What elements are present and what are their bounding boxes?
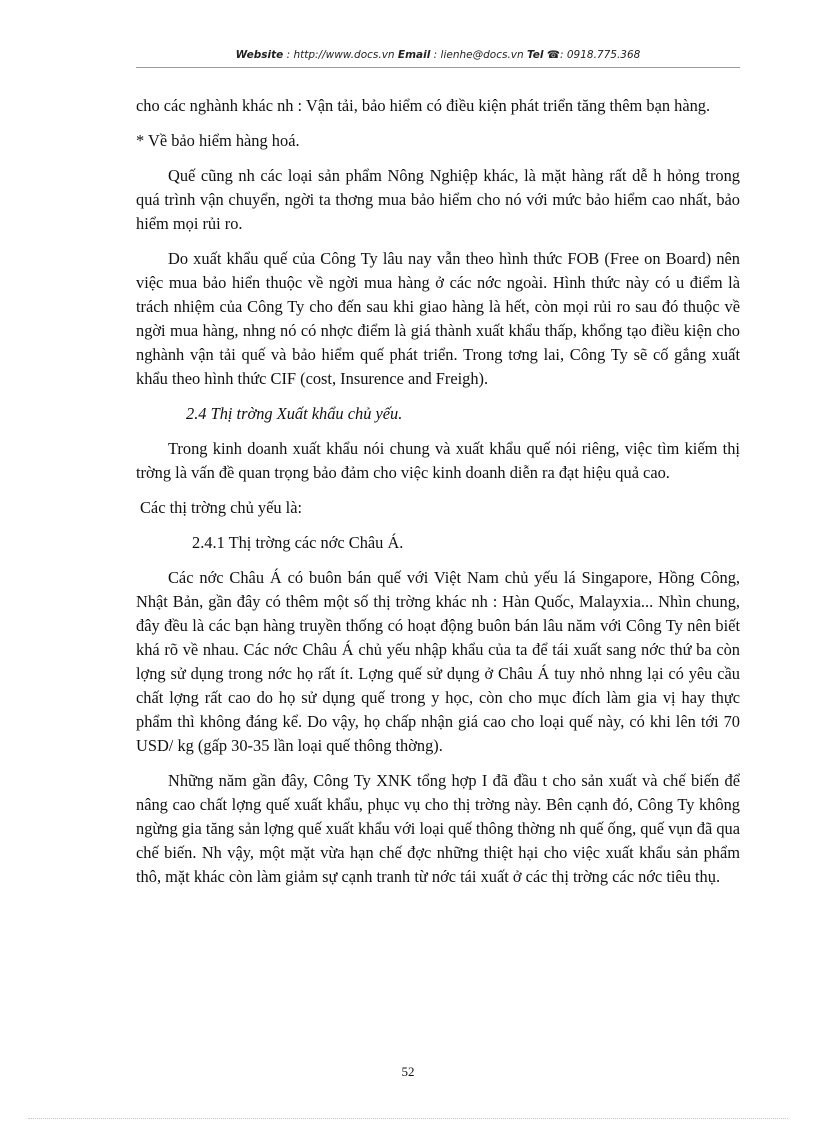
website-label: Website bbox=[235, 49, 284, 61]
section-subheading: * Về bảo hiểm hàng hoá. bbox=[136, 131, 300, 150]
paragraph: Những năm gần đây, Công Ty XNK tổng hợp I đã đầu t cho sản xuất và chế biến để nâng cao chất lợng quế xuất khẩu, phục vụ cho thị trờng này. Bên cạnh đó, Công Ty không ngừng gia tăng sản lợng quế xuất khẩu với loại quế thông thờng nh quế ống, quế vụn đã qua chế biến. Nh vậy, một mặt vừa hạn chế đợc những thiệt hại cho việc xuất khẩu sản phẩm thô, mặt khác còn làm giảm sự cạnh tranh từ nớc tái xuất ở các thị trờng các nớc tiêu thụ. bbox=[136, 771, 740, 886]
email-address[interactable]: : lienhe@docs.vn bbox=[433, 49, 524, 61]
email-label: Email bbox=[397, 49, 431, 61]
phone-icon: ☎ bbox=[546, 49, 560, 61]
paragraph: Các nớc Châu Á có buôn bán quế với Việt Nam chủ yếu lá Singapore, Hồng Công, Nhật Bản, gần đây có thêm một số thị trờng khác nh : Hàn Quốc, Malayxia... Nhìn chung, đây đều là các bạn hàng truyền thống có hoạt động buôn bán lâu năm với Công Ty nên biết khá rõ về nhau. Các nớc Châu Á chủ yếu nhập khẩu của ta để tái xuất sang nớc thứ ba còn lợng sử dụng trong nớc họ rất ít. Lợng quế sử dụng ở Châu Á tuy nhỏ nhng lại có yêu cầu chất lợng rất cao do họ sử dụng quế trong y học, còn cho mục đích làm gia vị hay thực phẩm thì không đáng kể. Do vậy, họ chấp nhận giá cao cho loại quế này, có khi lên tới 70 USD/ kg (gấp 30-35 lần loại quế thông thờng). bbox=[136, 568, 740, 755]
subsection-heading: 2.4.1 Thị trờng các nớc Châu Á. bbox=[192, 533, 404, 552]
tel-label: Tel bbox=[527, 49, 544, 61]
page-number: 52 bbox=[401, 1064, 415, 1079]
paragraph: Các thị trờng chủ yếu là: bbox=[140, 498, 303, 517]
paragraph: Do xuất khẩu quế của Công Ty lâu nay vẫn theo hình thức FOB (Free on Board) nên việc mua bảo hiển thuộc về ngời mua hàng ở các nớc ngoài. Hình thức này có u điểm là trách nhiệm của Công Ty cho đến sau khi giao hàng là hết, còn mọi rủi ro sau đó thuộc về ngời mua hàng, nhng nó có nhợc điểm là giá thành xuất khẩu thấp, khổng tạo điều kiện cho nghành vận tải quế và bảo hiểm quế phát triển. Trong tơng lai, Công Ty sẽ cố gắng xuất khẩu theo hình thức CIF (cost, Insurence and Freigh). bbox=[136, 249, 740, 388]
paragraph: Quế cũng nh các loại sản phẩm Nông Nghiệp khác, là mặt hàng rất dễ h hỏng trong quá trình vận chuyển, ngời ta thơng mua bảo hiểm cho nó với mức bảo hiểm cao nhất, bảo hiểm mọi rủi ro. bbox=[136, 166, 740, 233]
page-header bbox=[136, 49, 740, 61]
paragraph: cho các nghành khác nh : Vận tải, bảo hiểm có điều kiện phát triển tăng thêm bạn hàng. bbox=[136, 96, 711, 115]
website-url[interactable]: : http://www.docs.vn bbox=[286, 49, 395, 61]
tel-number: : 0918.775.368 bbox=[559, 49, 641, 61]
section-heading: 2.4 Thị trờng Xuất khẩu chủ yếu. bbox=[186, 404, 403, 423]
paragraph: Trong kinh doanh xuất khẩu nói chung và xuất khẩu quế nói riêng, việc tìm kiếm thị trờng là vấn đề quan trọng bảo đảm cho việc kinh doanh diễn ra đạt hiệu quả cao. bbox=[136, 439, 740, 482]
footer-divider bbox=[28, 1118, 788, 1119]
document-body bbox=[136, 94, 740, 900]
header-divider bbox=[136, 67, 740, 68]
